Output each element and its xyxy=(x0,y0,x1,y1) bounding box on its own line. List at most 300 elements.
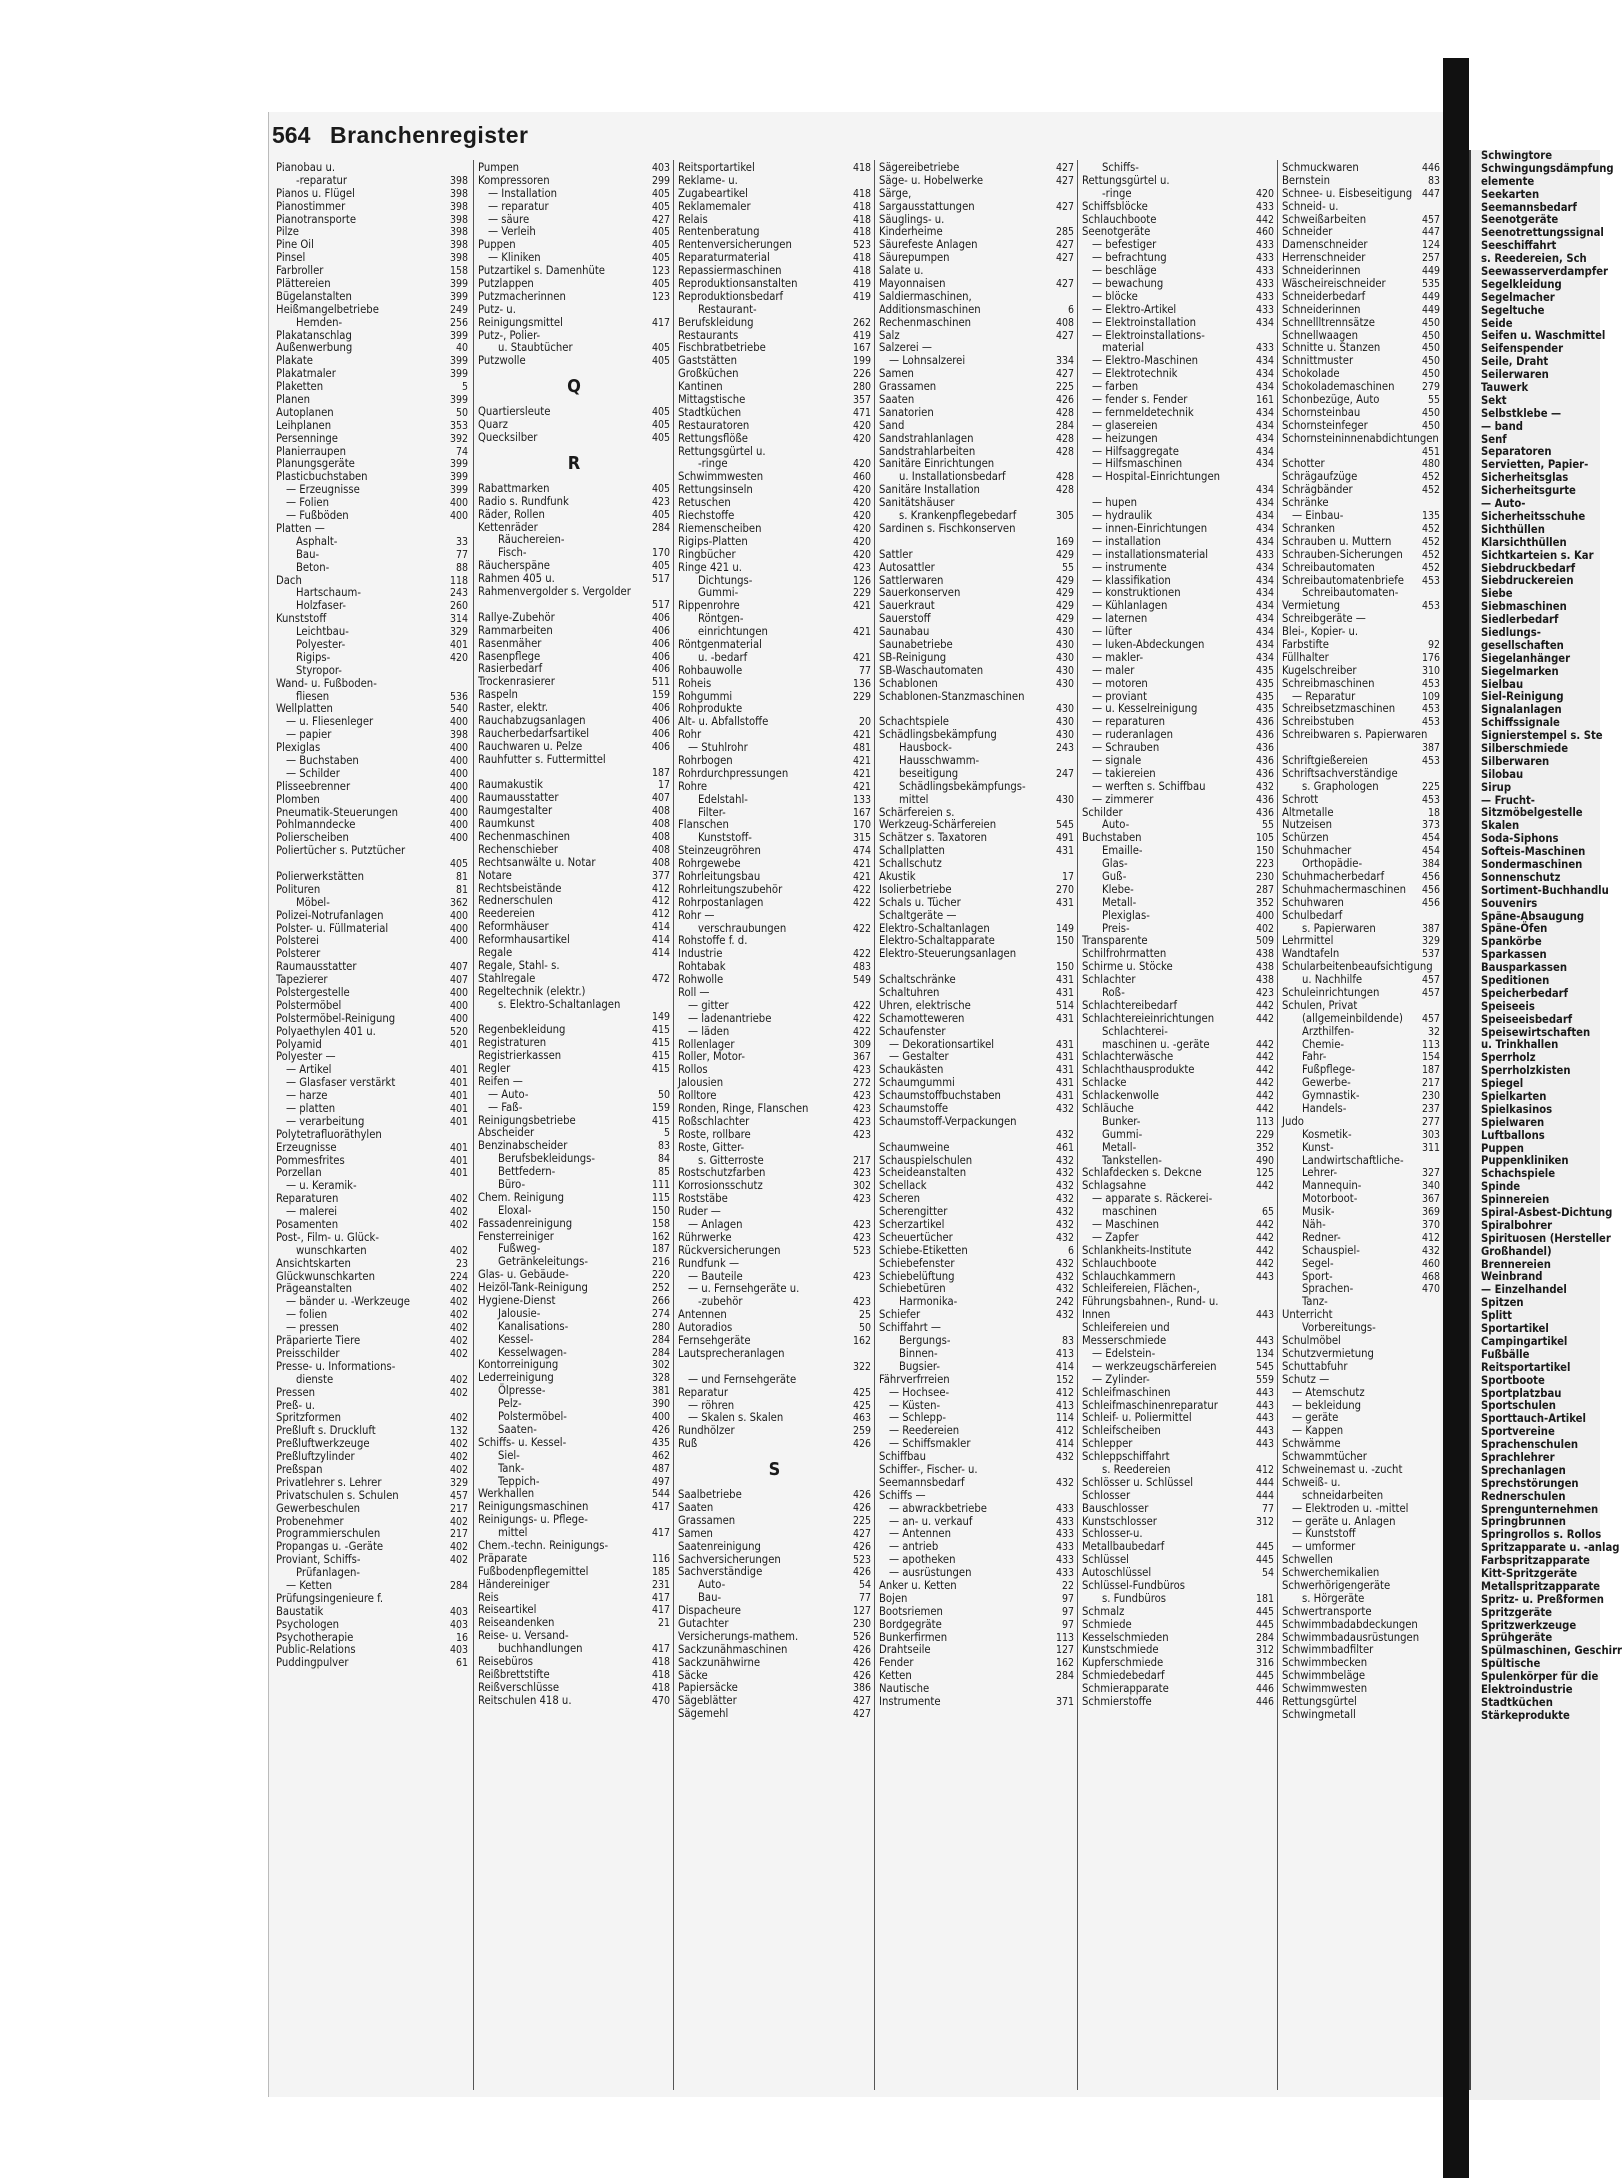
entry-page-number: 88 xyxy=(455,561,468,574)
facing-page-entry: Späne-Absaugung xyxy=(1481,909,1585,923)
index-entry xyxy=(1082,678,1274,691)
entry-term: (allgemeinbildende) xyxy=(1302,1011,1403,1025)
index-entry xyxy=(879,304,1074,317)
entry-page-number xyxy=(666,586,670,599)
entry-page-number: 311 xyxy=(1421,1141,1440,1154)
entry-page-number: 421 xyxy=(852,780,871,793)
entry-term: Schneiderinnen xyxy=(1282,302,1361,316)
entry-term: Schutz — xyxy=(1282,1372,1330,1386)
entry-term: Schleifscheiben xyxy=(1082,1424,1161,1438)
entry-page-number: 159 xyxy=(651,689,670,702)
entry-page-number xyxy=(1070,188,1074,201)
index-entry xyxy=(879,987,1074,1000)
entry-term: Schnellltrennsätze xyxy=(1282,315,1375,329)
entry-term: Preßluftwerkzeuge xyxy=(276,1437,370,1451)
facing-page-entry: Großhandel) xyxy=(1481,1244,1552,1258)
entry-term: Rauhfutter s. Futtermittel xyxy=(478,752,606,766)
entry-page-number: 454 xyxy=(1421,832,1440,845)
entry-term: Rentenberatung xyxy=(678,225,760,239)
entry-page-number xyxy=(867,446,871,459)
entry-term: — gitter xyxy=(688,998,729,1012)
index-entry xyxy=(276,1503,468,1516)
entry-page-number: 217 xyxy=(449,1528,468,1541)
entry-term: — proviant xyxy=(1092,689,1147,703)
entry-term: — papier xyxy=(286,728,332,742)
entry-term: Schellack xyxy=(879,1179,927,1193)
entry-page-number: 418 xyxy=(651,1668,670,1681)
entry-term: Raucherbedarfsartikel xyxy=(478,726,590,740)
entry-page-number: 434 xyxy=(1255,497,1274,510)
entry-term: Rohr — xyxy=(678,908,715,922)
entry-page-number xyxy=(1270,175,1274,188)
entry-term: Autoplanen xyxy=(276,405,334,419)
entry-term: — bänder u. -Werkzeuge xyxy=(286,1295,410,1309)
entry-term: — säure xyxy=(488,212,530,226)
entry-page-number: 449 xyxy=(1421,303,1440,316)
index-entry xyxy=(276,1490,468,1503)
entry-page-number: 425 xyxy=(852,1386,871,1399)
entry-term: Pinsel xyxy=(276,251,306,265)
entry-page-number: 340 xyxy=(1421,1180,1440,1193)
index-entry xyxy=(1082,1013,1274,1026)
entry-term: Schwämme xyxy=(1282,1437,1341,1451)
entry-page-number: 422 xyxy=(852,1012,871,1025)
facing-page-entry: Spritzapparate u. -anlag xyxy=(1481,1541,1620,1555)
entry-page-number: 406 xyxy=(651,702,670,715)
index-entry xyxy=(478,1553,670,1566)
entry-term: — Schilder xyxy=(286,766,340,780)
entry-page-number: 403 xyxy=(449,1618,468,1631)
entry-term: Mayonnaisen xyxy=(879,277,946,291)
entry-term: — ausrüstungen xyxy=(889,1566,972,1580)
entry-page-number xyxy=(1436,1438,1440,1451)
entry-term: Schiffer-, Fischer- u. xyxy=(879,1462,978,1476)
entry-page-number: 423 xyxy=(852,1270,871,1283)
entry-term: Präparate xyxy=(478,1551,528,1565)
entry-page-number: 423 xyxy=(1255,987,1274,999)
facing-page-entry: Seile, Draht xyxy=(1481,355,1549,369)
entry-page-number xyxy=(464,1129,468,1142)
index-entry xyxy=(478,586,670,599)
entry-term: Planen xyxy=(276,393,310,407)
entry-page-number: 453 xyxy=(1421,716,1440,729)
entry-page-number: 442 xyxy=(1255,1012,1274,1025)
entry-page-number: 426 xyxy=(852,1438,871,1451)
entry-page-number: 97 xyxy=(1061,1618,1074,1631)
entry-page-number: 399 xyxy=(449,368,468,381)
facing-page-entry: Späne-Öfen xyxy=(1481,922,1548,936)
entry-page-number: 418 xyxy=(852,213,871,226)
entry-term: Judo xyxy=(1282,1114,1304,1128)
entry-page-number: 5 xyxy=(663,1127,670,1140)
entry-page-number: 415 xyxy=(651,1050,670,1063)
entry-term: Räuchereien- xyxy=(498,533,565,547)
entry-term: — antrieb xyxy=(889,1540,939,1554)
index-entry xyxy=(678,1116,871,1129)
entry-term: Reis xyxy=(478,1590,499,1604)
entry-term: SB-Reinigung xyxy=(879,650,947,664)
entry-term: Schneider xyxy=(1282,225,1333,239)
entry-term: Herrenschneider xyxy=(1282,251,1366,265)
entry-term: Stahlregale xyxy=(478,971,536,985)
entry-term: Schlachter xyxy=(1082,973,1136,987)
index-entry xyxy=(478,1463,670,1476)
index-column xyxy=(678,162,871,1721)
index-entry xyxy=(1082,639,1274,652)
entry-page-number: 442 xyxy=(1255,1180,1274,1193)
entry-term: Roll — xyxy=(678,986,710,999)
entry-term: Werkzeug-Schärfereien xyxy=(879,818,997,832)
index-entry xyxy=(879,407,1074,420)
entry-page-number: 427 xyxy=(1055,278,1074,291)
entry-term: Pumpen xyxy=(478,161,520,174)
entry-page-number: 287 xyxy=(1255,883,1274,896)
entry-page-number: 400 xyxy=(449,819,468,832)
index-entry xyxy=(1282,1000,1440,1013)
entry-page-number: 420 xyxy=(852,458,871,471)
entry-page-number: 230 xyxy=(1255,870,1274,883)
entry-page-number: 408 xyxy=(651,818,670,831)
entry-page-number: 21 xyxy=(657,1617,670,1630)
index-entry xyxy=(1282,1026,1440,1039)
entry-term: Polyamid xyxy=(276,1037,322,1051)
facing-page-entry: Servietten, Papier- xyxy=(1481,458,1589,472)
facing-page-entry: Senf xyxy=(1481,432,1507,446)
facing-page-entry: Campingartikel xyxy=(1481,1334,1568,1348)
entry-page-number: 450 xyxy=(1421,406,1440,419)
entry-page-number: 487 xyxy=(651,1462,670,1475)
entry-page-number: 480 xyxy=(1421,458,1440,471)
entry-term: Siel- xyxy=(498,1448,520,1462)
facing-page-entry: Reitsportartikel xyxy=(1481,1360,1571,1374)
entry-page-number: 425 xyxy=(852,1399,871,1412)
entry-page-number: 402 xyxy=(449,1193,468,1206)
entry-term: Motorboot- xyxy=(1302,1192,1358,1206)
index-entry xyxy=(1082,1335,1274,1348)
entry-term: Sanitäre Einrichtungen xyxy=(879,457,995,471)
entry-page-number: 199 xyxy=(852,355,871,368)
entry-term: Schreibautomaten- xyxy=(1302,586,1399,600)
entry-term: Schreibautomatenbriefe xyxy=(1282,573,1404,587)
entry-term: Rohwolle xyxy=(678,973,724,987)
entry-page-number: 433 xyxy=(1255,303,1274,316)
facing-page-entry: Sperrholzkisten xyxy=(1481,1064,1571,1078)
index-entry xyxy=(678,1219,871,1232)
entry-term: Rahmen 405 u. xyxy=(478,572,555,586)
index-entry xyxy=(879,1245,1074,1258)
index-entry xyxy=(678,1631,871,1644)
entry-term: Farbroller xyxy=(276,264,324,278)
entry-page-number: 433 xyxy=(1055,1541,1074,1554)
entry-page-number: 432 xyxy=(1055,1219,1074,1232)
entry-term: Prüfanlagen- xyxy=(296,1566,361,1580)
facing-page-entry: Spielkarten xyxy=(1481,1090,1547,1104)
entry-term: Glückwunschkarten xyxy=(276,1269,375,1283)
entry-page-number: 460 xyxy=(1255,226,1274,239)
entry-page-number: 430 xyxy=(1055,651,1074,664)
entry-page-number xyxy=(464,1593,468,1606)
entry-term: Benzinabscheider xyxy=(478,1139,568,1153)
entry-page-number: 113 xyxy=(1255,1115,1274,1128)
entry-term: fliesen xyxy=(296,689,330,703)
entry-term: Schals u. Tücher xyxy=(879,895,961,909)
entry-page-number xyxy=(666,1514,670,1527)
entry-page-number: 430 xyxy=(1055,729,1074,742)
facing-page-entry: Selbstklebe — xyxy=(1481,406,1562,420)
entry-page-number: 443 xyxy=(1255,1270,1274,1283)
entry-term: Reproduktionsbedarf xyxy=(678,289,784,303)
entry-term: Reiseandenken xyxy=(478,1616,555,1630)
index-entry xyxy=(276,1580,468,1593)
entry-page-number xyxy=(666,1076,670,1089)
entry-term: Jalousien xyxy=(678,1076,724,1090)
index-entry xyxy=(678,188,871,201)
entry-term: Putzlappen xyxy=(478,277,534,291)
entry-page-number xyxy=(867,613,871,626)
facing-page-entry: Weinbrand xyxy=(1481,1270,1543,1284)
entry-term: Pressen xyxy=(276,1385,316,1399)
entry-term: Schmierapparate xyxy=(1082,1682,1169,1696)
entry-term: Reparatur xyxy=(678,1385,729,1399)
index-entry xyxy=(678,910,871,923)
entry-page-number xyxy=(1436,201,1440,214)
facing-page-entry: Kitt-Spritzgeräte xyxy=(1481,1566,1578,1580)
index-entry xyxy=(276,768,468,781)
entry-page-number: 136 xyxy=(852,677,871,690)
entry-page-number: 418 xyxy=(852,226,871,239)
entry-term: Schwingmetall xyxy=(1282,1707,1356,1721)
entry-term: Lehrer- xyxy=(1302,1166,1338,1180)
entry-page-number: 402 xyxy=(449,1438,468,1451)
entry-term: Händereiniger xyxy=(478,1577,550,1591)
facing-page-entry: Seeschiffahrt xyxy=(1481,239,1557,253)
entry-page-number: 446 xyxy=(1255,1683,1274,1696)
index-entry xyxy=(276,665,468,678)
entry-page-number xyxy=(1436,587,1440,600)
entry-term: Schlachtereibedarf xyxy=(1082,998,1178,1012)
entry-page-number xyxy=(867,910,871,923)
entry-page-number: 400 xyxy=(449,793,468,806)
entry-term: Styropor- xyxy=(296,663,342,677)
index-entry xyxy=(1082,536,1274,549)
index-entry xyxy=(678,278,871,291)
entry-term: Rechenschieber xyxy=(478,842,559,856)
entry-term: s. Krankenpflegebedarf xyxy=(899,509,1017,523)
entry-page-number: 420 xyxy=(852,535,871,548)
entry-page-number xyxy=(1436,1400,1440,1413)
index-entry xyxy=(879,794,1074,807)
index-entry xyxy=(1282,794,1440,807)
entry-term: Elektro-Steuerungsanlagen xyxy=(879,947,1017,961)
entry-page-number: 432 xyxy=(1055,1451,1074,1464)
index-entry xyxy=(1082,1245,1274,1258)
entry-term: — harze xyxy=(286,1089,328,1103)
entry-page-number: 327 xyxy=(1421,1167,1440,1180)
index-entry xyxy=(1282,987,1440,1000)
entry-page-number: 400 xyxy=(1255,909,1274,922)
index-entry xyxy=(678,716,871,729)
index-entry xyxy=(879,665,1074,678)
entry-page-number: 432 xyxy=(1055,1476,1074,1489)
entry-page-number: 400 xyxy=(449,999,468,1012)
entry-page-number xyxy=(867,304,871,317)
index-entry xyxy=(879,1593,1074,1606)
entry-page-number: 414 xyxy=(1055,1438,1074,1451)
entry-term: Raumgestalter xyxy=(478,804,553,818)
entry-page-number: 526 xyxy=(852,1630,871,1643)
entry-page-number xyxy=(464,1232,468,1245)
entry-page-number: 367 xyxy=(1421,1193,1440,1206)
entry-term: Schaumstoffbuchstaben xyxy=(879,1089,1001,1103)
entry-term: — Glasfaser verstärkt xyxy=(286,1076,396,1090)
index-entry xyxy=(1282,304,1440,317)
entry-page-number: 417 xyxy=(651,1527,670,1540)
entry-page-number: 83 xyxy=(657,1140,670,1153)
index-entry xyxy=(276,845,468,858)
entry-term: Rippenrohre xyxy=(678,599,740,613)
entry-term: Roßschlachter xyxy=(678,1114,750,1128)
entry-term: Flanschen xyxy=(678,818,729,832)
entry-term: Rettungsgürtel u. xyxy=(1082,173,1170,187)
entry-term: Psychotherapie xyxy=(276,1630,354,1644)
entry-page-number: 457 xyxy=(1421,987,1440,999)
index-entry xyxy=(276,1000,468,1013)
entry-term: — Folien xyxy=(286,496,329,510)
entry-term: — Elektroden u. -mittel xyxy=(1292,1501,1409,1515)
entry-term: Stadtküchen xyxy=(678,405,742,419)
entry-term: Polstergestelle xyxy=(276,986,350,999)
entry-term: — umformer xyxy=(1292,1540,1356,1554)
entry-term: Abscheider xyxy=(478,1126,535,1140)
entry-term: Schiebetüren xyxy=(879,1282,946,1296)
entry-page-number xyxy=(1436,1451,1440,1464)
entry-term: wunschkarten xyxy=(296,1243,367,1257)
index-entry xyxy=(678,536,871,549)
entry-term: Jalousie- xyxy=(498,1306,541,1320)
entry-page-number: 418 xyxy=(651,1681,670,1694)
entry-page-number: 450 xyxy=(1421,368,1440,381)
entry-page-number: 272 xyxy=(852,1077,871,1090)
entry-term: Rasierbedarf xyxy=(478,662,543,676)
entry-term: maschinen u. -geräte xyxy=(1102,1037,1210,1051)
entry-page-number: 449 xyxy=(1421,290,1440,303)
entry-term: Putz-, Polier- xyxy=(478,328,541,342)
entry-term: — Hilfsmaschinen xyxy=(1092,457,1183,471)
entry-page-number: 243 xyxy=(1055,742,1074,755)
entry-page-number: 443 xyxy=(1255,1399,1274,1412)
entry-term: Ringbücher xyxy=(678,547,736,561)
facing-page-entry: Siebmaschinen xyxy=(1481,600,1567,614)
index-entry xyxy=(879,1696,1074,1709)
entry-term: Kunststoff- xyxy=(698,831,752,845)
entry-page-number: 422 xyxy=(852,883,871,896)
entry-page-number: 352 xyxy=(1255,1141,1274,1154)
entry-page-number: 481 xyxy=(852,742,871,755)
entry-page-number: 413 xyxy=(1055,1399,1074,1412)
facing-page-entry: Signierstempel s. Ste xyxy=(1481,729,1603,743)
entry-term: u. Nachhilfe xyxy=(1302,973,1363,987)
entry-page-number: 329 xyxy=(449,626,468,639)
entry-term: — Bauteile xyxy=(688,1269,743,1283)
index-entry xyxy=(478,1295,670,1308)
entry-page-number: 403 xyxy=(449,1644,468,1657)
entry-term: Ansichtskarten xyxy=(276,1256,351,1270)
entry-term: Pommesfrites xyxy=(276,1153,345,1167)
entry-term: Schmierstoffe xyxy=(1082,1694,1152,1708)
entry-page-number: 432 xyxy=(1055,1206,1074,1219)
index-entry xyxy=(1282,639,1440,652)
entry-page-number: 412 xyxy=(651,895,670,908)
entry-page-number: 434 xyxy=(1255,535,1274,548)
entry-term: Schuhmachermaschinen xyxy=(1282,882,1406,896)
entry-page-number: 371 xyxy=(1055,1695,1074,1708)
entry-term: — blöcke xyxy=(1092,289,1138,303)
entry-page-number: 414 xyxy=(651,946,670,959)
entry-page-number: 418 xyxy=(852,187,871,200)
index-entry xyxy=(879,1335,1074,1348)
entry-term: -ringe xyxy=(698,457,728,471)
entry-page-number: 443 xyxy=(1255,1438,1274,1451)
entry-page-number xyxy=(1436,1490,1440,1503)
entry-page-number: 113 xyxy=(1055,1631,1074,1644)
entry-term: — werkzeugschärfereien xyxy=(1092,1359,1217,1373)
entry-page-number: 400 xyxy=(449,806,468,819)
entry-term: Ölpresse- xyxy=(498,1384,546,1398)
facing-page-entry: Siegelanhänger xyxy=(1481,651,1571,665)
entry-page-number: 5 xyxy=(461,381,468,394)
index-entry xyxy=(1082,433,1274,446)
facing-page-entry: Klarsichthüllen xyxy=(1481,535,1567,549)
entry-term: Säcke xyxy=(678,1668,708,1682)
index-entry xyxy=(879,201,1074,214)
entry-term: Autoschlüssel xyxy=(1082,1566,1152,1580)
entry-term: Ketten xyxy=(879,1669,912,1683)
entry-page-number xyxy=(1436,1670,1440,1683)
entry-page-number xyxy=(666,330,670,343)
entry-term: — malerei xyxy=(286,1205,338,1219)
facing-page-entry: Spulenkörper für die xyxy=(1481,1670,1599,1684)
facing-page-entry: Seide xyxy=(1481,316,1513,330)
entry-page-number: 132 xyxy=(449,1425,468,1438)
entry-page-number: 434 xyxy=(1255,381,1274,394)
entry-page-number xyxy=(1436,1644,1440,1657)
entry-term: Korrosionsschutz xyxy=(678,1179,763,1193)
index-entry xyxy=(678,549,871,562)
entry-page-number: 443 xyxy=(1255,1309,1274,1322)
entry-page-number: 381 xyxy=(651,1385,670,1398)
entry-term: Polytetrafluoräthylen xyxy=(276,1127,382,1141)
entry-page-number: 402 xyxy=(449,1515,468,1528)
entry-term: — platten xyxy=(286,1102,336,1116)
index-entry xyxy=(678,1245,871,1258)
index-entry xyxy=(879,1258,1074,1271)
entry-term: Kupferschmiede xyxy=(1082,1656,1164,1670)
entry-term: Additionsmaschinen xyxy=(879,302,981,316)
entry-term: Handels- xyxy=(1302,1102,1347,1116)
entry-term: Tankstellen- xyxy=(1102,1153,1162,1167)
entry-term: — beschläge xyxy=(1092,264,1157,278)
entry-page-number: 418 xyxy=(651,1655,670,1668)
entry-term: Planierraupen xyxy=(276,444,346,458)
facing-page-entry: Spinde xyxy=(1481,1180,1521,1194)
entry-page-number: 418 xyxy=(852,252,871,265)
entry-page-number xyxy=(666,960,670,973)
entry-term: Schulen, Privat xyxy=(1282,998,1358,1012)
index-entry xyxy=(1282,884,1440,897)
entry-term: Preßluft s. Druckluft xyxy=(276,1424,376,1438)
entry-term: Rohrbogen xyxy=(678,753,733,767)
entry-page-number xyxy=(1070,1116,1074,1129)
